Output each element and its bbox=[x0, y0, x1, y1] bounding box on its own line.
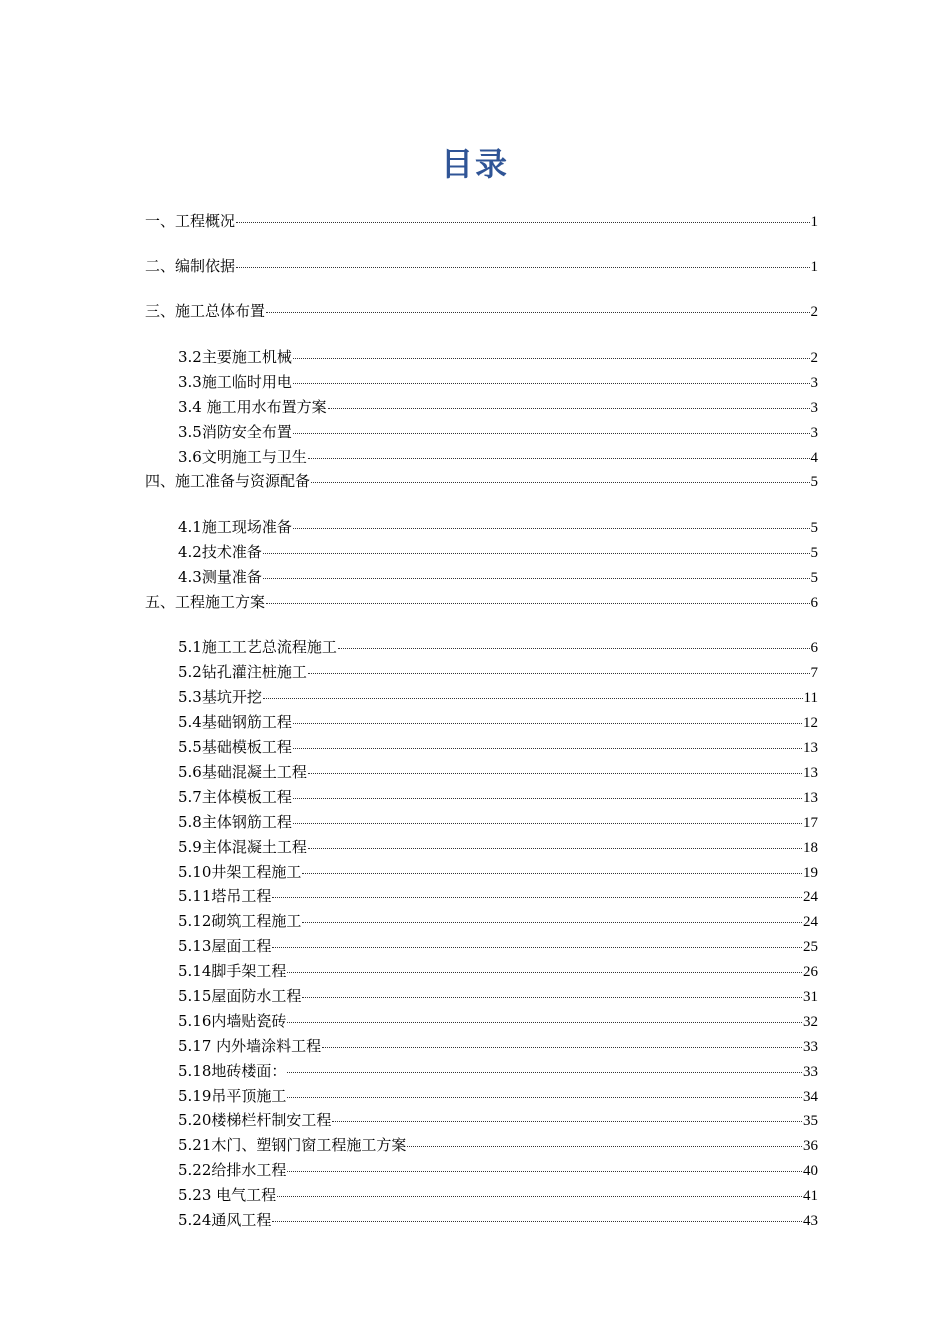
toc-entry[interactable] bbox=[178, 885, 818, 907]
toc-entry[interactable] bbox=[178, 1109, 818, 1131]
toc-entry-label: 一、工程概况 bbox=[145, 212, 236, 230]
toc-dot-leader bbox=[272, 896, 802, 898]
toc-dot-leader bbox=[272, 946, 802, 948]
toc-entry[interactable] bbox=[178, 1035, 818, 1057]
toc-entry-label: 5.23 电气工程 bbox=[178, 1186, 277, 1204]
toc-entry-label: 5.16内墙贴瓷砖 bbox=[178, 1012, 287, 1030]
toc-page-number: 7 bbox=[810, 665, 818, 681]
toc-entry-label: 5.18地砖楼面： bbox=[178, 1062, 287, 1080]
toc-dot-leader bbox=[236, 221, 809, 223]
toc-dot-leader bbox=[293, 357, 810, 359]
toc-page-number: 26 bbox=[803, 964, 818, 980]
toc-dot-leader bbox=[293, 432, 810, 434]
toc-page-number: 2 bbox=[810, 350, 818, 366]
toc-page-number: 36 bbox=[803, 1138, 818, 1154]
toc-entry[interactable] bbox=[178, 761, 818, 783]
toc-entry-label: 5.14脚手架工程 bbox=[178, 962, 287, 980]
toc-entry[interactable] bbox=[178, 1134, 818, 1156]
toc-dot-leader bbox=[338, 647, 810, 649]
toc-page-number: 24 bbox=[803, 889, 818, 905]
toc-entry[interactable] bbox=[178, 636, 818, 658]
toc-dot-leader bbox=[302, 921, 802, 923]
toc-page-number: 13 bbox=[803, 740, 818, 756]
toc-entry-label: 5.20楼梯栏杆制安工程 bbox=[178, 1111, 332, 1129]
toc-page-number: 5 bbox=[810, 545, 818, 561]
toc-dot-leader bbox=[266, 311, 809, 313]
toc-dot-leader bbox=[332, 1120, 802, 1122]
toc-entry-label: 5.8主体钢筋工程 bbox=[178, 813, 292, 831]
toc-entry[interactable] bbox=[178, 861, 818, 883]
toc-entry-label: 3.4 施工用水布置方案 bbox=[178, 398, 327, 416]
toc-entry-label: 5.7主体模板工程 bbox=[178, 788, 292, 806]
toc-entry-label: 5.13屋面工程 bbox=[178, 937, 272, 955]
toc-entry[interactable] bbox=[178, 1159, 818, 1181]
toc-dot-leader bbox=[302, 872, 802, 874]
toc-entry[interactable] bbox=[178, 686, 818, 708]
toc-entry[interactable] bbox=[178, 566, 818, 588]
toc-entry-label: 五、工程施工方案 bbox=[145, 593, 266, 611]
toc-page-number: 4 bbox=[810, 450, 818, 466]
toc-page-number: 40 bbox=[803, 1163, 818, 1179]
toc-page-number: 31 bbox=[803, 989, 818, 1005]
toc-page-number: 41 bbox=[803, 1188, 818, 1204]
toc-dot-leader bbox=[293, 822, 802, 824]
toc-page-number: 1 bbox=[810, 259, 818, 275]
toc-page-number: 6 bbox=[810, 640, 818, 656]
toc-entry-label: 3.5消防安全布置 bbox=[178, 423, 292, 441]
toc-dot-leader bbox=[293, 797, 802, 799]
toc-dot-leader bbox=[308, 847, 802, 849]
toc-entry[interactable] bbox=[178, 661, 818, 683]
toc-entry-label: 三、施工总体布置 bbox=[145, 302, 266, 320]
toc-entry-label: 5.22给排水工程 bbox=[178, 1161, 287, 1179]
toc-page-number: 5 bbox=[810, 570, 818, 586]
toc-entry[interactable] bbox=[178, 421, 818, 443]
toc-page-number: 5 bbox=[810, 474, 818, 490]
toc-dot-leader bbox=[287, 1170, 802, 1172]
toc-entry-label: 5.15屋面防水工程 bbox=[178, 987, 302, 1005]
toc-entry-label: 3.3施工临时用电 bbox=[178, 373, 292, 391]
toc-entry[interactable] bbox=[178, 811, 818, 833]
toc-dot-leader bbox=[311, 481, 809, 483]
toc-dot-leader bbox=[293, 747, 802, 749]
toc-entry-label: 4.3测量准备 bbox=[178, 568, 262, 586]
toc-dot-leader bbox=[277, 1195, 802, 1197]
toc-dot-leader bbox=[263, 552, 810, 554]
toc-dot-leader bbox=[287, 1096, 802, 1098]
toc-entry[interactable] bbox=[145, 210, 818, 232]
toc-entry[interactable] bbox=[178, 836, 818, 858]
toc-entry[interactable] bbox=[178, 935, 818, 957]
toc-entry[interactable] bbox=[178, 371, 818, 393]
toc-entry-label: 5.21木门、塑钢门窗工程施工方案 bbox=[178, 1136, 407, 1154]
toc-entry[interactable] bbox=[178, 910, 818, 932]
toc-page-number: 6 bbox=[810, 595, 818, 611]
toc-dot-leader bbox=[293, 382, 810, 384]
toc-page-number: 33 bbox=[803, 1064, 818, 1080]
toc-dot-leader bbox=[302, 996, 802, 998]
toc-entry[interactable] bbox=[145, 470, 818, 492]
toc-entry-label: 3.2主要施工机械 bbox=[178, 348, 292, 366]
toc-entry[interactable] bbox=[178, 1085, 818, 1107]
toc-entry-label: 5.2钻孔灌注桩施工 bbox=[178, 663, 307, 681]
toc-dot-leader bbox=[328, 407, 810, 409]
toc-dot-leader bbox=[287, 1071, 802, 1073]
toc-dot-leader bbox=[293, 722, 802, 724]
toc-page-number: 3 bbox=[810, 425, 818, 441]
toc-entry[interactable] bbox=[178, 736, 818, 758]
toc-entry-label: 5.12砌筑工程施工 bbox=[178, 912, 302, 930]
toc-entry-label: 5.9主体混凝土工程 bbox=[178, 838, 307, 856]
toc-page-number: 12 bbox=[803, 715, 818, 731]
toc-entry-label: 四、施工准备与资源配备 bbox=[145, 472, 311, 490]
toc-entry-label: 5.6基础混凝土工程 bbox=[178, 763, 307, 781]
toc-entry[interactable] bbox=[178, 1209, 818, 1231]
toc-entry[interactable] bbox=[178, 346, 818, 368]
toc-entry-label: 5.10井架工程施工 bbox=[178, 863, 302, 881]
toc-dot-leader bbox=[266, 602, 809, 604]
toc-entry[interactable] bbox=[145, 591, 818, 613]
toc-dot-leader bbox=[407, 1145, 802, 1147]
toc-entry[interactable] bbox=[178, 1060, 818, 1082]
toc-dot-leader bbox=[308, 672, 810, 674]
page-title: 目录 bbox=[440, 145, 509, 183]
toc-entry[interactable] bbox=[145, 255, 818, 277]
toc-page-number: 13 bbox=[803, 765, 818, 781]
toc-dot-leader bbox=[272, 1220, 802, 1222]
toc-entry-label: 5.1施工工艺总流程施工 bbox=[178, 638, 337, 656]
toc-entry[interactable] bbox=[178, 711, 818, 733]
toc-entry-label: 5.24通风工程 bbox=[178, 1211, 272, 1229]
toc-page-number: 35 bbox=[803, 1113, 818, 1129]
toc-page-number: 34 bbox=[803, 1089, 818, 1105]
toc-entry[interactable] bbox=[178, 541, 818, 563]
toc-page-number: 11 bbox=[803, 690, 818, 706]
toc-dot-leader bbox=[308, 772, 802, 774]
toc-dot-leader bbox=[287, 1021, 802, 1023]
toc-entry-label: 5.4基础钢筋工程 bbox=[178, 713, 292, 731]
toc-dot-leader bbox=[322, 1046, 802, 1048]
toc-entry-label: 3.6文明施工与卫生 bbox=[178, 448, 307, 466]
toc-entry[interactable] bbox=[178, 396, 818, 418]
toc-entry-label: 5.3基坑开挖 bbox=[178, 688, 262, 706]
toc-page-number: 3 bbox=[810, 375, 818, 391]
toc-entry[interactable] bbox=[178, 1184, 818, 1206]
toc-dot-leader bbox=[287, 971, 802, 973]
toc-dot-leader bbox=[263, 697, 803, 699]
toc-page-number: 2 bbox=[810, 304, 818, 320]
toc-entry[interactable] bbox=[145, 300, 818, 322]
toc-dot-leader bbox=[308, 457, 810, 459]
toc-entry-label: 5.17 内外墙涂料工程 bbox=[178, 1037, 322, 1055]
toc-entry-label: 5.5基础模板工程 bbox=[178, 738, 292, 756]
toc-entry[interactable] bbox=[178, 960, 818, 982]
toc-page-number: 33 bbox=[803, 1039, 818, 1055]
toc-entry[interactable] bbox=[178, 446, 818, 468]
toc-entry[interactable] bbox=[178, 985, 818, 1007]
toc-page-number: 19 bbox=[803, 865, 818, 881]
toc-page-number: 13 bbox=[803, 790, 818, 806]
toc-entry[interactable] bbox=[178, 786, 818, 808]
toc-entry-label: 5.19吊平顶施工 bbox=[178, 1087, 287, 1105]
toc-page-number: 17 bbox=[803, 815, 818, 831]
toc-page-number: 32 bbox=[803, 1014, 818, 1030]
toc-entry-label: 二、编制依据 bbox=[145, 257, 236, 275]
toc-page-number: 25 bbox=[803, 939, 818, 955]
toc-page-number: 18 bbox=[803, 840, 818, 856]
toc-page-number: 3 bbox=[810, 400, 818, 416]
toc-dot-leader bbox=[293, 527, 810, 529]
toc-entry-label: 4.1施工现场准备 bbox=[178, 518, 292, 536]
toc-page-number: 43 bbox=[803, 1213, 818, 1229]
toc-dot-leader bbox=[263, 577, 810, 579]
toc-entry-label: 4.2技术准备 bbox=[178, 543, 262, 561]
toc-entry[interactable] bbox=[178, 516, 818, 538]
toc-entry[interactable] bbox=[178, 1010, 818, 1032]
toc-page-number: 5 bbox=[810, 520, 818, 536]
toc-page-number: 24 bbox=[803, 914, 818, 930]
toc-entry-label: 5.11塔吊工程 bbox=[178, 887, 272, 905]
toc-dot-leader bbox=[236, 266, 809, 268]
toc-page-number: 1 bbox=[810, 214, 818, 230]
